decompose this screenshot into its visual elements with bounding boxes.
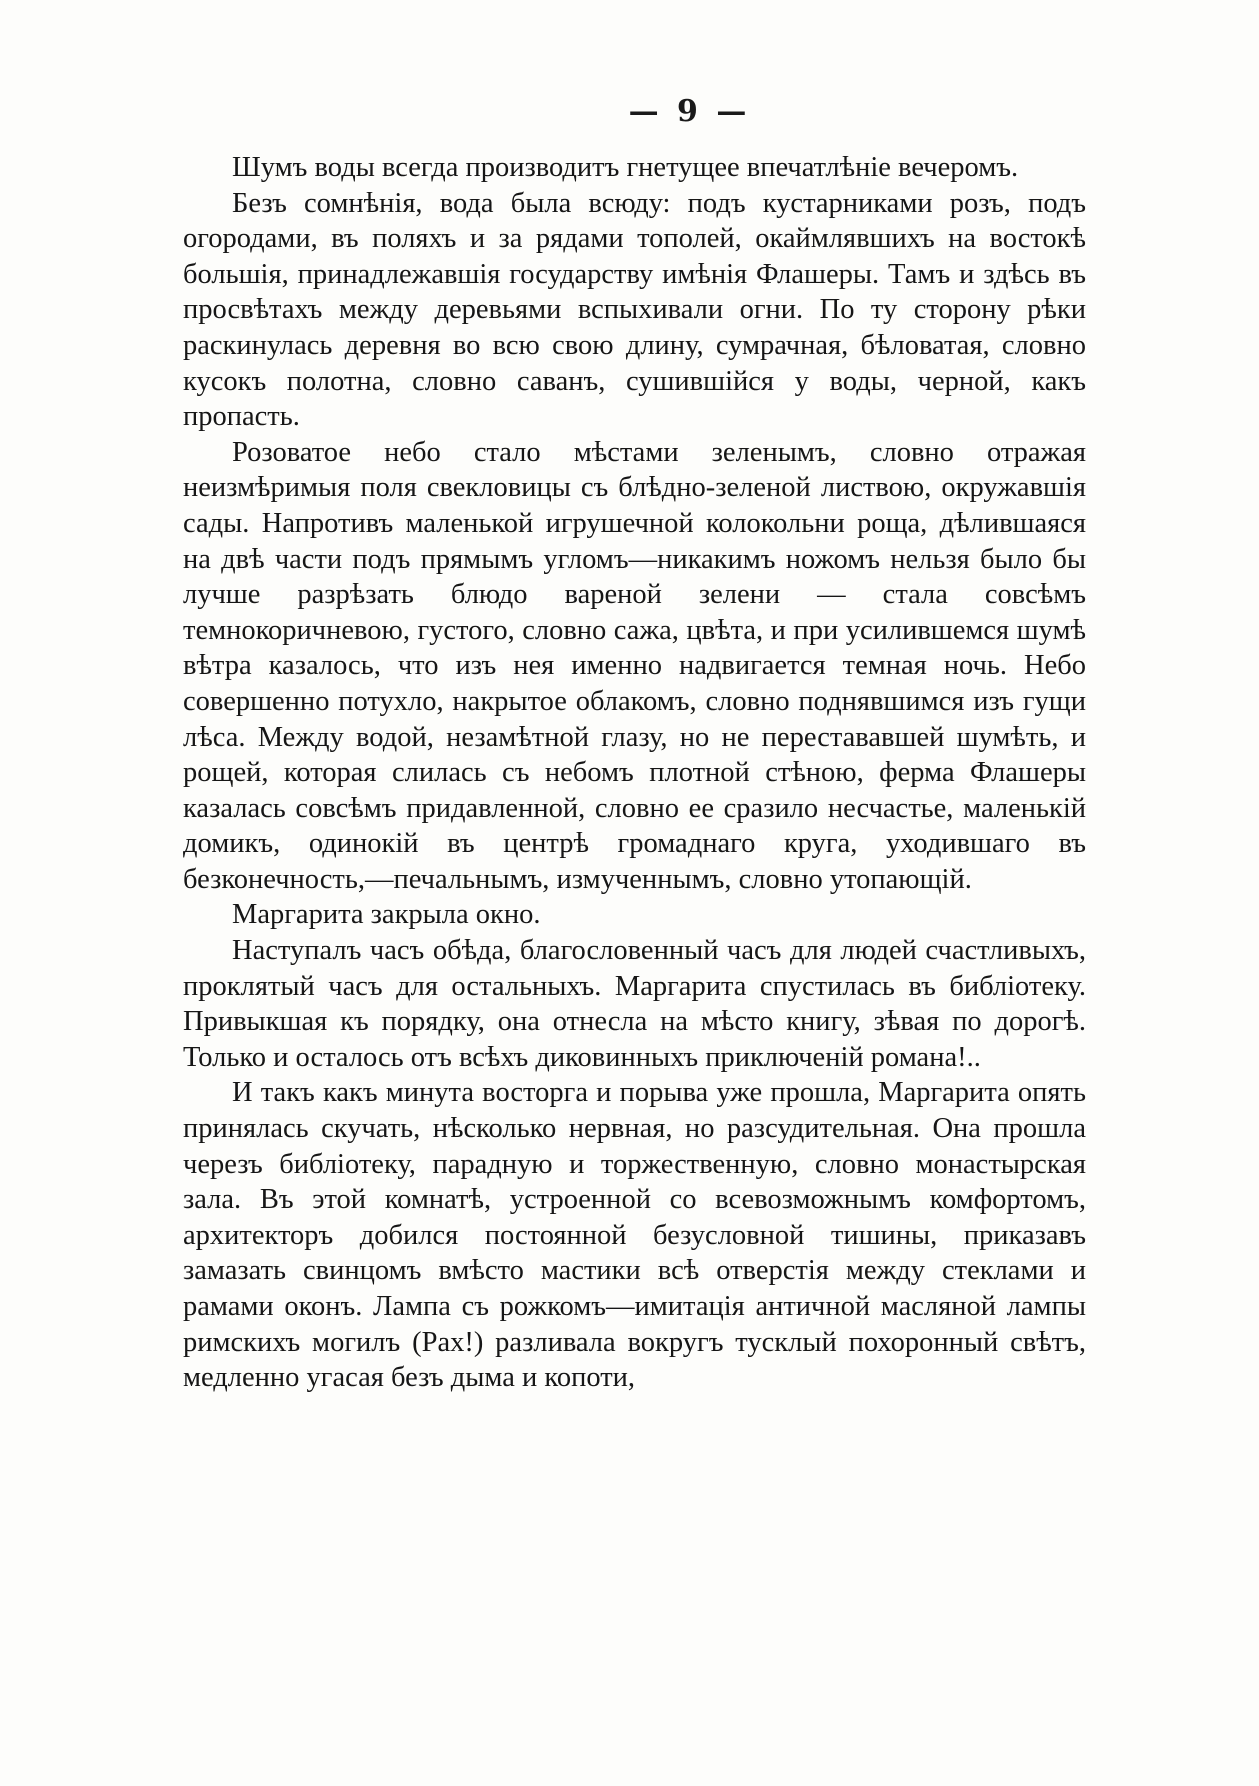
paragraph: Розоватое небо стало мѣстами зеленымъ, словно отражая неизмѣримыя поля свекловицы съ блѣдно-зеленой листвою, окружавшія сады. Напротивъ маленькой игрушечной колокольни роща, дѣлившаяся на двѣ части подъ прямымъ угломъ—никакимъ ножомъ нельзя было бы лучше разрѣзать блюдо вареной зелени — стала совсѣмъ темнокоричневою, густого, словно сажа, цвѣта, и при усилившемся шумѣ вѣтра казалось, что изъ нея именно надвигается темная ночь. Небо совершенно потухло, накрытое облакомъ, словно поднявшимся изъ гущи лѣса. Между водой, незамѣтной глазу, но не перестававшей шумѣть, и рощей, которая слилась съ небомъ плотной стѣною, ферма Флашеры казалась совсѣмъ придавленной, словно ее сразило несчастье, маленькій домикъ, одинокій въ центрѣ громаднаго круга, уходившаго въ безконечность,—печальнымъ, измученнымъ, словно утопающій. [183, 436, 1086, 895]
paragraph: Безъ сомнѣнія, вода была всюду: подъ кустарниками розъ, подъ огородами, въ поляхъ и за рядами тополей, окаймлявшихъ на востокѣ большія, принадлежавшія государству имѣнія Флашеры. Тамъ и здѣсь въ просвѣтахъ между деревьями вспыхивали огни. По ту сторону рѣки раскинулась деревня во всю свою длину, сумрачная, бѣловатая, словно кусокъ полотна, словно саванъ, сушившійся у воды, черной, какъ пропасть. [183, 187, 1086, 433]
paragraph: Наступалъ часъ обѣда, благословенный часъ для людей счастливыхъ, проклятый часъ для остальныхъ. Маргарита спустилась въ библіотеку. Привыкшая къ порядку, она отнесла на мѣсто книгу, зѣвая по дорогѣ. Только и осталось отъ всѣхъ диковинныхъ приключеній романа!.. [183, 935, 1086, 1073]
paragraph: Маргарита закрыла окно. [232, 899, 541, 931]
paragraph: И такъ какъ минута восторга и порыва уже прошла, Маргарита опять принялась скучать, нѣсколько нервная, но разсудительная. Она прошла черезъ библіотеку, парадную и торжественную, словно монастырская зала. Въ этой комнатѣ, устроенной со всевозможнымъ комфортомъ, архитекторъ добился постоянной безусловной тишины, приказавъ замазать свинцомъ вмѣсто мастики всѣ отверстія между стеклами и рамами оконъ. Лампа съ рожкомъ—имитація античной масляной лампы римскихъ могилъ (Pax!) разливала вокругъ тусклый похоронный свѣтъ, медленно угасая безъ дыма и копоти, [183, 1077, 1086, 1394]
body-text [183, 150, 1086, 1396]
paragraph: Шумъ воды всегда производитъ гнетущее впечатлѣніе вечеромъ. [232, 152, 1019, 183]
page-number: — 9 — [628, 94, 751, 129]
